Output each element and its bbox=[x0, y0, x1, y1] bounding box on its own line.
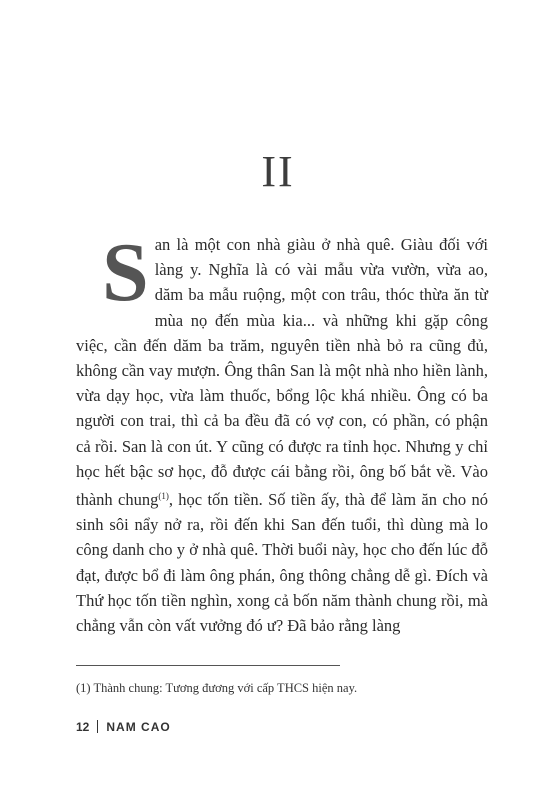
page-footer bbox=[76, 720, 171, 734]
drop-cap: S bbox=[102, 226, 149, 319]
footnote-divider bbox=[76, 665, 340, 666]
page-number: 12 bbox=[76, 720, 90, 734]
body-text-part-2: , học tốn tiền. Số tiền ấy, thà để làm ăn cho nó sinh sôi nẩy nở ra, rồi đến khi San đến tuổi, thì dùng mà lo công danh cho y ở nhà quê. Thời buổi này, học cho đến lúc đỗ đạt, được bổ đi làm ông phán, ông thông chẳng dễ gì. Đích và Thứ học tốn tiền nghìn, xong cả bốn năm thành chung rồi, mà chẳng vẫn còn vất vưởng đó ư? Đã bảo rằng làng bbox=[76, 490, 488, 636]
chapter-heading: II bbox=[261, 147, 295, 196]
footer-separator bbox=[97, 720, 98, 733]
body-text-part-1: an là một con nhà giàu ở nhà quê. Giàu đối với làng y. Nghĩa là có vài mẫu vừa vườn, vừa ao, dăm ba mẫu ruộng, một con trâu, thóc thừa ăn từ mùa nọ đến mùa kia... và những khi gặp công việc, cần đến dăm ba trăm, nguyên tiền nhà bỏ ra cũng đủ, không cần vay mượn. Ông thân San là một nhà nho hiền lành, vừa dạy học, vừa làm thuốc, bổng lộc khá nhiều. Ông có ba người con trai, thì cả ba đều đã có vợ con, có phần, có phận cả rồi. San là con út. Y cũng có được ra tỉnh học. Nhưng y chỉ học hết bậc sơ học, đỗ được cái bằng rồi, ông bố bắt về. Vào thành chung bbox=[76, 235, 488, 510]
author-name: NAM CAO bbox=[106, 720, 171, 734]
body-paragraph bbox=[76, 226, 488, 638]
footnote: (1) Thành chung: Tương đương với cấp THCS hiện nay. bbox=[76, 681, 358, 695]
footnote-marker[interactable]: (1) bbox=[158, 491, 169, 502]
